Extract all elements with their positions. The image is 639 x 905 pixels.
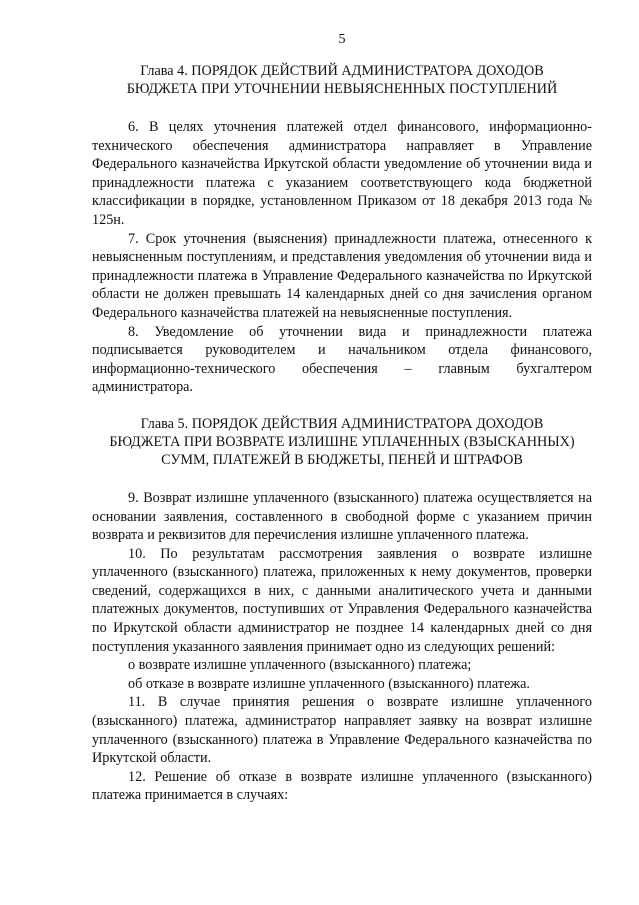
decision-option-return: о возврате излишне уплаченного (взысканного) платежа;: [128, 657, 472, 674]
paragraph-6: 6. В целях уточнения платежей отдел финансового, информационно-технического обеспечения администратора направляет в Управление Федерального казначейства Иркутской области уведомление об уточнении вида и принадлежности платежа с указанием соответствующего кода бюджетной классификации в порядке, установленном Приказом от 18 декабря 2013 года № 125н.: [92, 119, 592, 228]
chapter-4-heading-line-2: БЮДЖЕТА ПРИ УТОЧНЕНИИ НЕВЫЯСНЕННЫХ ПОСТУПЛЕНИЙ: [126, 81, 558, 97]
page-number: 5: [338, 32, 346, 47]
paragraph-11: 11. В случае принятия решения о возврате излишне уплаченного (взысканного) платежа, администратор направляет заявку на возврат излишне уплаченного (взысканного) платежа в Управление Федерального казначейства по Иркутской области.: [92, 694, 592, 767]
chapter-5-heading-line-1: Глава 5. ПОРЯДОК ДЕЙСТВИЯ АДМИНИСТРАТОРА ДОХОДОВ: [140, 415, 544, 432]
paragraph-12: 12. Решение об отказе в возврате излишне уплаченного (взысканного) платежа принимается в случаях:: [92, 768, 592, 804]
chapter-4-heading-line-1: Глава 4. ПОРЯДОК ДЕЙСТВИЙ АДМИНИСТРАТОРА ДОХОДОВ: [140, 63, 544, 79]
chapter-5-heading: [92, 415, 592, 469]
decision-option-refusal: об отказе в возврате излишне уплаченного (взысканного) платежа.: [128, 675, 530, 692]
chapter-5-heading-line-2: БЮДЖЕТА ПРИ ВОЗВРАТЕ ИЗЛИШНЕ УПЛАЧЕННЫХ (ВЗЫСКАННЫХ): [109, 433, 575, 450]
paragraph-8: 8. Уведомление об уточнении вида и принадлежности платежа подписывается руководителем и начальником отдела финансового, информационно-технического обеспечения – главным бухгалтером администратора.: [92, 323, 592, 396]
paragraph-7: 7. Срок уточнения (выяснения) принадлежности платежа, отнесенного к невыясненным поступлениям, и представления уведомления об уточнении вида и принадлежности платежа в Управление Федерального казначейства по Иркутской области не должен превышать 14 календарных дней со дня зачисления органом Федерального казначейства платежей на невыясненные поступления.: [92, 230, 592, 321]
chapter-4-heading: [92, 62, 592, 98]
paragraph-10: 10. По результатам рассмотрения заявления о возврате излишне уплаченного (взысканного) платежа, приложенных к нему документов, проверки сведений, содержащихся в них, с данными аналитического учета и данными платежных документов, поступивших от Управления Федерального казначейства по Иркутской области администратор не позднее 14 календарных дней со дня поступления указанного заявления принимает одно из следующих решений:: [92, 545, 592, 655]
chapter-5-heading-line-3: СУММ, ПЛАТЕЖЕЙ В БЮДЖЕТЫ, ПЕНЕЙ И ШТРАФОВ: [161, 451, 523, 468]
paragraph-9: 9. Возврат излишне уплаченного (взысканного) платежа осуществляется на основании заявления, составленного в свободной форме с указанием причин возврата и реквизитов для перечисления излишне уплаченного платежа.: [92, 489, 592, 544]
